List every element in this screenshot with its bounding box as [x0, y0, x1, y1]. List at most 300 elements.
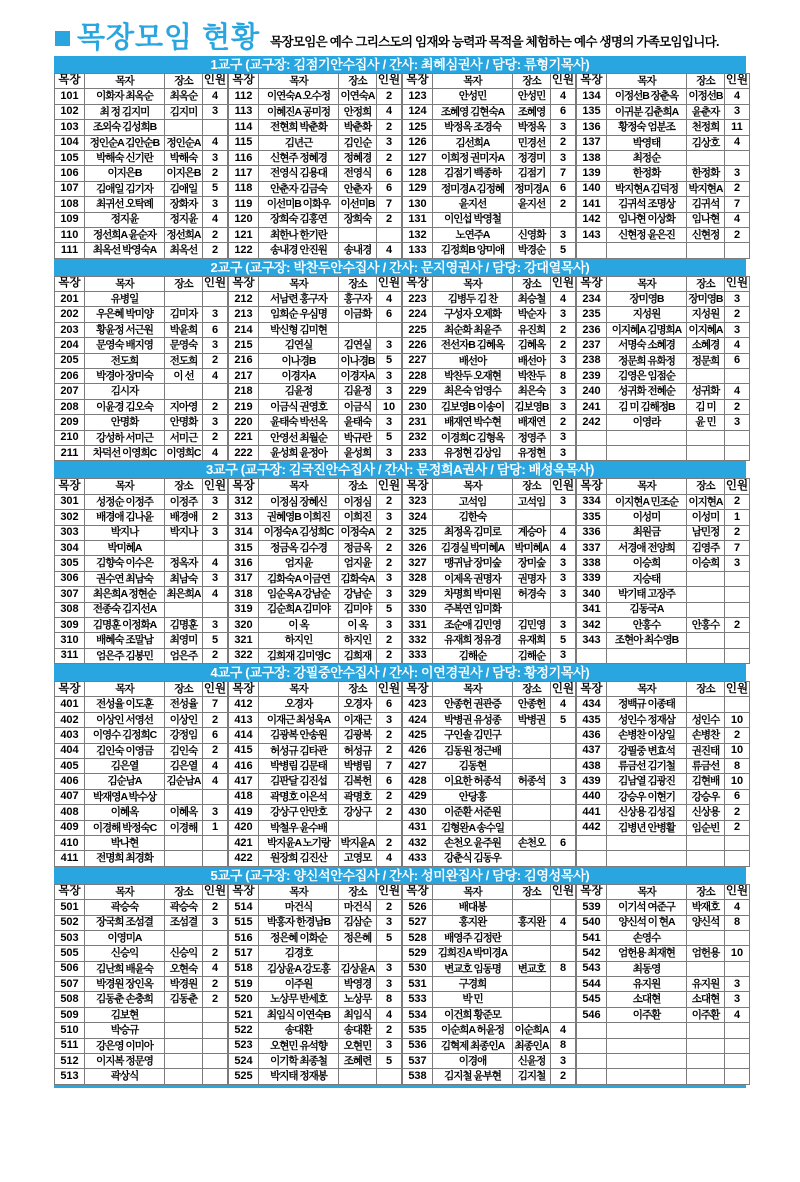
cell-mokjang-number: 131 [403, 212, 433, 227]
cell-place: 장화자 [165, 197, 203, 212]
cell-place: 권명자 [513, 571, 551, 586]
table-row [577, 353, 750, 368]
table-row [55, 135, 228, 150]
cell-mokjang-number: 513 [55, 1069, 85, 1084]
cell-mokjang-number: 214 [229, 322, 259, 337]
cell-headcount: 5 [377, 1054, 402, 1069]
group-table [54, 276, 228, 462]
cell-place: 전영식 [339, 166, 377, 181]
table-row [229, 992, 402, 1007]
table-row-empty [577, 835, 750, 850]
cell-place [513, 992, 551, 1007]
cell-place [687, 602, 725, 617]
cell-shepherd-names: 한정화 [607, 166, 687, 181]
cell-shepherd-names: 이상인 서영선 [85, 712, 165, 727]
cell-place: 안춘자 [339, 181, 377, 196]
table-row [229, 322, 402, 337]
cell-place: 강남순 [339, 587, 377, 602]
cell-shepherd-names: 정은혜 이화순 [259, 930, 339, 945]
cell-place: 김해순 [513, 648, 551, 663]
cell-shepherd-names: 김동국A [607, 602, 687, 617]
column-header: 목자 [433, 884, 513, 899]
cell-mokjang-number: 302 [55, 510, 85, 525]
table-row [403, 1007, 576, 1022]
cell-shepherd-names: 곽승숙 [85, 900, 165, 915]
cell-mokjang-number: 215 [229, 338, 259, 353]
column-header-row [577, 276, 750, 291]
cell-mokjang-number: 129 [403, 181, 433, 196]
cell-place [165, 292, 203, 307]
cell-headcount: 2 [725, 805, 750, 820]
column-header: 장소 [687, 479, 725, 494]
cell-mokjang-number: 122 [229, 243, 259, 258]
cell-shepherd-names: 이선미B 이화우 [259, 197, 339, 212]
cell-shepherd-names: 김인숙 이영금 [85, 743, 165, 758]
cell-headcount [725, 571, 750, 586]
cell-mokjang-number: 545 [577, 992, 607, 1007]
cell-place [165, 1038, 203, 1053]
cell-place: 이지혜A [688, 323, 723, 336]
column-header: 장소 [687, 276, 725, 291]
cell-place: 박미혜A [514, 541, 549, 554]
cell-place: 권진태 [687, 743, 725, 758]
cell-place: 유지원 [687, 977, 725, 992]
table-row [403, 197, 576, 212]
cell-mokjang-number: 516 [229, 930, 259, 945]
table-row-empty [577, 1069, 750, 1084]
cell-headcount [203, 120, 228, 135]
cell-mokjang-number: 324 [403, 510, 433, 525]
cell-mokjang-number [577, 1069, 607, 1084]
column-header: 목장 [55, 276, 85, 291]
cell-headcount: 6 [377, 181, 402, 196]
table-row [229, 961, 402, 976]
cell-place: 안정희 [339, 104, 377, 119]
group-table [576, 884, 750, 1085]
cell-mokjang-number: 425 [403, 728, 433, 743]
cell-place: 이승희 [687, 556, 725, 571]
cell-headcount: 2 [203, 946, 228, 961]
cell-place [687, 150, 725, 165]
cell-shepherd-names: 황윤정 서근원 [85, 322, 165, 337]
cell-place [165, 789, 203, 804]
cell-headcount: 10 [725, 946, 750, 961]
cell-mokjang-number: 118 [229, 181, 259, 196]
cell-mokjang-number: 223 [403, 292, 433, 307]
cell-shepherd-names: 전선자B 김혜옥 [433, 338, 513, 353]
cell-place: 이연숙A [340, 90, 375, 103]
cell-place [687, 369, 725, 384]
cell-shepherd-names: 김병두 김 찬 [433, 292, 513, 307]
cell-mokjang-number: 435 [577, 712, 607, 727]
cell-place [513, 759, 551, 774]
column-header: 목장 [577, 884, 607, 899]
table-row [55, 915, 228, 930]
cell-headcount: 4 [377, 104, 402, 119]
table-row [55, 525, 228, 540]
cell-place: 안명화 [165, 415, 203, 430]
cell-mokjang-number: 107 [55, 181, 85, 196]
table-row [55, 900, 228, 915]
cell-mokjang-number [577, 1023, 607, 1038]
table-row [403, 1069, 576, 1084]
table-row [55, 759, 228, 774]
cell-place: 정지윤 [165, 212, 203, 227]
column-header: 장소 [165, 682, 203, 697]
cell-place: 문영숙 [165, 338, 203, 353]
cell-mokjang-number: 411 [55, 851, 85, 866]
cell-shepherd-names: 김광복 안송원 [259, 728, 339, 743]
cell-mokjang-number: 439 [577, 774, 607, 789]
cell-shepherd-names [607, 1054, 687, 1069]
column-header: 목자 [607, 884, 687, 899]
column-header: 장소 [339, 884, 377, 899]
table-row-empty [577, 430, 750, 445]
cell-shepherd-names: 손영수 [607, 930, 687, 945]
cell-headcount [725, 150, 750, 165]
cell-place: 김희재 [339, 648, 377, 663]
cell-mokjang-number: 336 [577, 525, 607, 540]
cell-shepherd-names: 박 민 [433, 992, 513, 1007]
cell-place: 오경자 [339, 697, 377, 712]
cell-headcount: 2 [725, 728, 750, 743]
cell-shepherd-names: 곽명호 이은석 [259, 789, 339, 804]
cell-shepherd-names: 이정선B 장춘옥 [607, 89, 687, 104]
table-row [229, 556, 402, 571]
cell-place: 정문희 [687, 353, 725, 368]
cell-shepherd-names: 이승희 [607, 556, 687, 571]
cell-shepherd-names: 김해순 [433, 648, 513, 663]
cell-shepherd-names: 이 옥 [259, 617, 339, 632]
cell-place: 김복헌 [339, 774, 377, 789]
table-row [55, 648, 228, 663]
cell-shepherd-names: 송내경 안진원 [259, 243, 339, 258]
group-table [576, 73, 750, 259]
table-row [55, 120, 228, 135]
bottom-rule [54, 1085, 746, 1088]
column-header: 목자 [85, 479, 165, 494]
cell-place: 배재연 [513, 415, 551, 430]
table-row [577, 292, 750, 307]
cell-headcount: 2 [203, 712, 228, 727]
cell-shepherd-names: 장희숙 김홍연 [259, 212, 339, 227]
cell-mokjang-number: 105 [55, 150, 85, 165]
column-header: 인원 [203, 276, 228, 291]
cell-place: 고석임 [513, 494, 551, 509]
table-row [403, 120, 576, 135]
cell-place [513, 900, 551, 915]
table-row [55, 977, 228, 992]
table-row [229, 353, 402, 368]
column-header: 목장 [577, 479, 607, 494]
cell-headcount: 7 [551, 166, 576, 181]
cell-shepherd-names: 이성미 [607, 510, 687, 525]
cell-mokjang-number: 417 [229, 774, 259, 789]
cell-mokjang-number: 137 [577, 135, 607, 150]
cell-shepherd-names: 이영라 [607, 415, 687, 430]
cell-headcount: 2 [377, 743, 402, 758]
table-row [577, 197, 750, 212]
cell-place [687, 648, 725, 663]
table-row [229, 104, 402, 119]
cell-headcount: 3 [551, 120, 576, 135]
cell-mokjang-number: 408 [55, 805, 85, 820]
cell-place: 이정주 [165, 494, 203, 509]
table-row [229, 415, 402, 430]
column-header: 목자 [433, 682, 513, 697]
table-row [229, 697, 402, 712]
cell-shepherd-names: 박승규 [85, 1023, 165, 1038]
column-header-row [403, 682, 576, 697]
cell-shepherd-names: 이지현A 민조순 [607, 494, 687, 509]
table-row [229, 712, 402, 727]
cell-shepherd-names: 서명숙 소혜경 [607, 338, 687, 353]
cell-place: 엄지윤 [339, 556, 377, 571]
table-row [55, 851, 228, 866]
cell-shepherd-names: 김영은 임점순 [607, 369, 687, 384]
cell-mokjang-number: 539 [577, 900, 607, 915]
cell-place: 김민영 [513, 617, 551, 632]
cell-place [165, 1054, 203, 1069]
cell-mokjang-number: 420 [229, 820, 259, 835]
column-header-row [403, 884, 576, 899]
cell-headcount: 3 [551, 571, 576, 586]
table-row [229, 805, 402, 820]
cell-place: 박찬두 [513, 369, 551, 384]
cell-place [687, 961, 725, 976]
table-row [403, 820, 576, 835]
cell-shepherd-names: 김향숙 이수은 [85, 556, 165, 571]
column-header: 인원 [377, 884, 402, 899]
cell-place: 김애일 [165, 181, 203, 196]
cell-headcount [203, 835, 228, 850]
cell-shepherd-names: 이인섭 박영철 [433, 212, 513, 227]
cell-shepherd-names: 이경자A [259, 369, 339, 384]
cell-headcount: 3 [725, 977, 750, 992]
cell-mokjang-number: 309 [55, 617, 85, 632]
cell-mokjang-number: 522 [229, 1023, 259, 1038]
table-row [403, 135, 576, 150]
table-row [577, 805, 750, 820]
cell-shepherd-names: 안명화 [85, 415, 165, 430]
cell-mokjang-number [577, 851, 607, 866]
table-row [55, 430, 228, 445]
cell-mokjang-number: 327 [403, 556, 433, 571]
cell-mokjang-number: 141 [577, 197, 607, 212]
cell-headcount [203, 292, 228, 307]
table-row [55, 1054, 228, 1069]
cell-headcount: 5 [203, 633, 228, 648]
column-header: 장소 [339, 479, 377, 494]
cell-headcount: 2 [203, 399, 228, 414]
cell-place [513, 930, 551, 945]
cell-shepherd-names: 고석임 [433, 494, 513, 509]
cell-mokjang-number: 235 [577, 307, 607, 322]
cell-headcount: 4 [725, 212, 750, 227]
cell-mokjang-number: 230 [403, 399, 433, 414]
group-table [402, 276, 576, 462]
cell-mokjang-number: 333 [403, 648, 433, 663]
cell-place: 조섬결 [165, 915, 203, 930]
group-table [402, 73, 576, 259]
cell-place: 정인순A [166, 136, 201, 149]
cell-shepherd-names: 유지원 [607, 977, 687, 992]
cell-mokjang-number: 541 [577, 930, 607, 945]
column-header: 목장 [403, 884, 433, 899]
cell-shepherd-names: 이금식 권영호 [259, 399, 339, 414]
sections [54, 56, 749, 1085]
table-row [55, 805, 228, 820]
cell-place: 장미숲 [513, 556, 551, 571]
cell-place: 이영희C [166, 446, 201, 459]
cell-place: 최남숙 [165, 571, 203, 586]
cell-place: 유정현 [513, 445, 551, 460]
section-table-groups [54, 681, 749, 867]
cell-shepherd-names: 김경실 박미혜A [433, 540, 513, 555]
cell-headcount [203, 1007, 228, 1022]
table-row [229, 166, 402, 181]
group-table [228, 884, 402, 1085]
cell-place: 유진희 [513, 322, 551, 337]
cell-place: 김상호 [687, 135, 725, 150]
cell-mokjang-number: 134 [577, 89, 607, 104]
cell-mokjang-number: 117 [229, 166, 259, 181]
cell-place: 성귀화 [687, 384, 725, 399]
cell-mokjang-number: 330 [403, 602, 433, 617]
cell-shepherd-names: 박재영A 박수상 [85, 789, 165, 804]
cell-headcount: 3 [377, 977, 402, 992]
cell-mokjang-number: 436 [577, 728, 607, 743]
cell-mokjang-number: 501 [55, 900, 85, 915]
column-header: 장소 [339, 74, 377, 89]
cell-shepherd-names: 이건희 황준모 [433, 1007, 513, 1022]
cell-place: 오현숙 [165, 961, 203, 976]
table-row [229, 1069, 402, 1084]
cell-place: 박병림 [339, 759, 377, 774]
table-row [229, 430, 402, 445]
cell-shepherd-names: 박지현A 김덕정 [607, 181, 687, 196]
table-row [229, 851, 402, 866]
cell-shepherd-names: 장미영B [607, 292, 687, 307]
cell-shepherd-names: 윤지선 [433, 197, 513, 212]
cell-shepherd-names: 성정순 이정주 [85, 494, 165, 509]
cell-headcount [203, 1023, 228, 1038]
cell-shepherd-names: 이경해 박정숙C [85, 820, 165, 835]
cell-place [165, 602, 203, 617]
table-row [55, 961, 228, 976]
cell-headcount: 7 [203, 697, 228, 712]
cell-place: 김점기 [513, 166, 551, 181]
cell-headcount: 3 [203, 805, 228, 820]
table-row [55, 212, 228, 227]
cell-mokjang-number: 121 [229, 227, 259, 242]
cell-headcount: 2 [377, 540, 402, 555]
cell-headcount: 3 [725, 415, 750, 430]
cell-shepherd-names: 김희진A 박미경A [433, 946, 513, 961]
cell-headcount: 3 [551, 556, 576, 571]
table-row [229, 369, 402, 384]
cell-place: 지아영 [165, 399, 203, 414]
cell-shepherd-names: 안성민 [433, 89, 513, 104]
cell-mokjang-number: 432 [403, 835, 433, 850]
table-row [229, 89, 402, 104]
cell-headcount [725, 243, 750, 258]
cell-place: 최은숙 [513, 384, 551, 399]
table-row [55, 571, 228, 586]
group-table [402, 478, 576, 664]
table-row [577, 369, 750, 384]
cell-headcount: 4 [551, 292, 576, 307]
table-row [55, 1023, 228, 1038]
cell-headcount: 8 [725, 759, 750, 774]
cell-mokjang-number: 542 [577, 946, 607, 961]
table-row [403, 415, 576, 430]
cell-mokjang-number: 138 [577, 150, 607, 165]
cell-mokjang-number: 540 [577, 915, 607, 930]
cell-headcount [725, 648, 750, 663]
cell-headcount: 2 [725, 617, 750, 632]
cell-shepherd-names: 김귀석 조명상 [607, 197, 687, 212]
cell-shepherd-names: 이요한 허종석 [433, 774, 513, 789]
cell-headcount: 4 [551, 89, 576, 104]
cell-place [687, 430, 725, 445]
cell-mokjang-number: 109 [55, 212, 85, 227]
table-row [577, 322, 750, 337]
cell-headcount: 7 [377, 759, 402, 774]
cell-headcount: 3 [377, 384, 402, 399]
cell-headcount: 7 [377, 197, 402, 212]
cell-headcount: 2 [203, 992, 228, 1007]
cell-headcount [377, 1069, 402, 1084]
cell-shepherd-names: 배경애 김나윤 [85, 510, 165, 525]
cell-shepherd-names: 김윤정 [259, 384, 339, 399]
cell-headcount: 3 [551, 430, 576, 445]
table-row [403, 977, 576, 992]
column-header: 목장 [229, 74, 259, 89]
table-row [403, 292, 576, 307]
cell-mokjang-number: 203 [55, 322, 85, 337]
cell-headcount: 7 [725, 540, 750, 555]
cell-shepherd-names: 전현희 박춘화 [259, 120, 339, 135]
cell-headcount: 3 [203, 617, 228, 632]
cell-shepherd-names: 신현주 정혜경 [259, 150, 339, 165]
cell-mokjang-number: 512 [55, 1054, 85, 1069]
cell-headcount: 3 [551, 353, 576, 368]
cell-headcount: 6 [725, 353, 750, 368]
cell-headcount [725, 835, 750, 850]
cell-shepherd-names: 곽상식 [85, 1069, 165, 1084]
cell-shepherd-names: 박병림 김문태 [259, 759, 339, 774]
cell-mokjang-number: 433 [403, 851, 433, 866]
cell-headcount: 3 [377, 712, 402, 727]
cell-shepherd-names: 배재연 박수현 [433, 415, 513, 430]
cell-headcount: 2 [725, 525, 750, 540]
cell-mokjang-number: 537 [403, 1054, 433, 1069]
cell-headcount: 3 [725, 322, 750, 337]
cell-headcount: 5 [551, 243, 576, 258]
cell-place: 류금선 [687, 759, 725, 774]
cell-mokjang-number: 427 [403, 759, 433, 774]
table-row [55, 835, 228, 850]
cell-place: 허종석 [513, 774, 551, 789]
cell-place: 이상인 [165, 712, 203, 727]
table-row-empty [577, 1054, 750, 1069]
table-row [229, 617, 402, 632]
table-row [55, 992, 228, 1007]
cell-headcount: 2 [203, 743, 228, 758]
table-row [55, 292, 228, 307]
cell-headcount [203, 540, 228, 555]
